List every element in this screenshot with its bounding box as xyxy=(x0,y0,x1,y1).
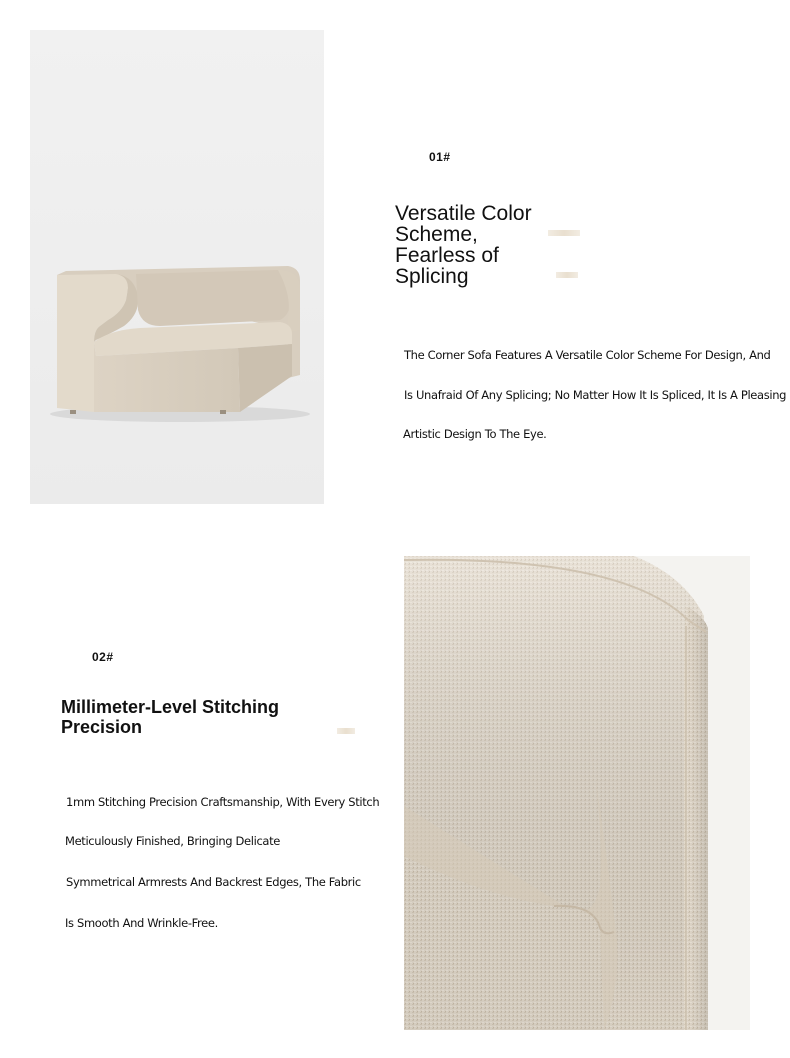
title-line: Splicing xyxy=(395,265,469,288)
description-line: The Corner Sofa Features A Versatile Color Scheme For Design, And xyxy=(404,348,771,362)
fabric-closeup-image xyxy=(404,556,750,1030)
description-line: 1mm Stitching Precision Craftsmanship, With Every Stitch xyxy=(66,795,380,809)
description-line: Is Unafraid Of Any Splicing; No Matter How It Is Spliced, It Is A Pleasing xyxy=(404,388,787,402)
description-line: Symmetrical Armrests And Backrest Edges, The Fabric xyxy=(66,875,361,889)
title-line: Millimeter-Level Stitching xyxy=(61,697,280,717)
title-line: Scheme, xyxy=(395,223,478,246)
description-line: Artistic Design To The Eye. xyxy=(403,427,547,441)
color-swatch xyxy=(556,272,578,278)
title-line: Versatile Color xyxy=(395,202,532,225)
description-line: Meticulously Finished, Bringing Delicate xyxy=(65,834,281,848)
section-number: 02# xyxy=(92,650,114,664)
title-line: Fearless of xyxy=(395,244,499,267)
corner-sofa-image xyxy=(30,30,324,504)
section-title xyxy=(61,697,331,737)
color-swatch xyxy=(337,728,355,734)
color-swatch xyxy=(548,230,580,236)
title-line: Precision xyxy=(61,717,143,737)
section-title xyxy=(395,203,565,287)
section-number: 01# xyxy=(429,150,451,164)
description-line: Is Smooth And Wrinkle-Free. xyxy=(65,916,218,930)
